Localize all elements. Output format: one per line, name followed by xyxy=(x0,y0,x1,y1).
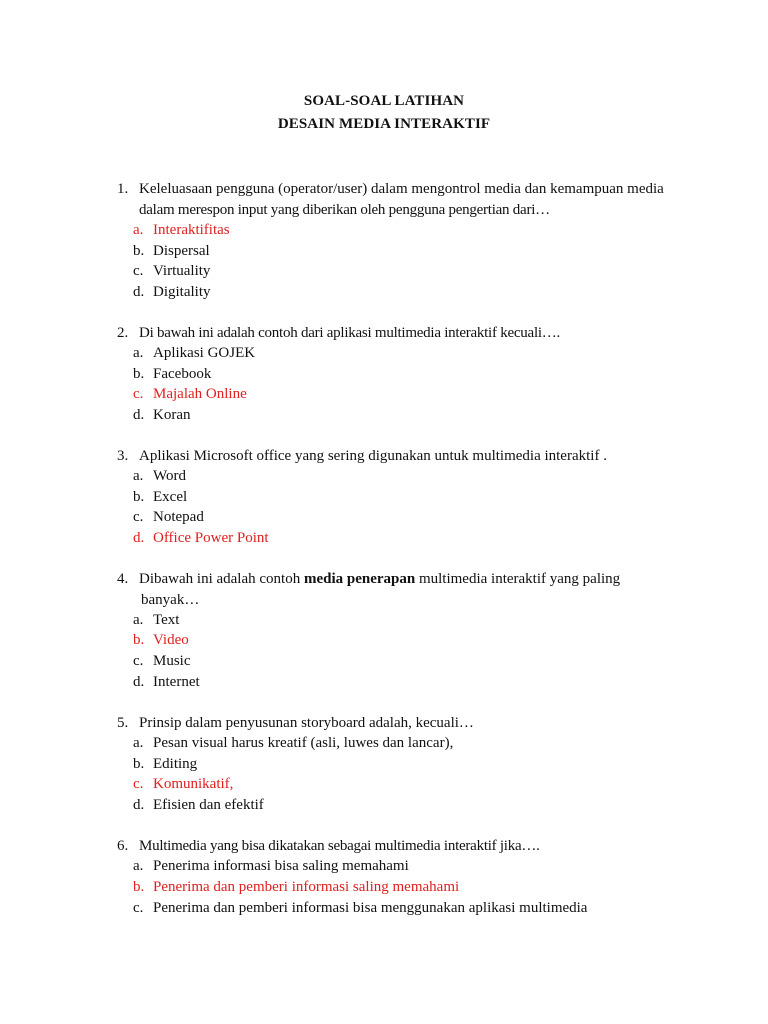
option-c: c. Komunikatif, xyxy=(133,776,234,792)
option-d: d. Internet xyxy=(133,674,200,690)
option-b: b. Dispersal xyxy=(133,243,210,259)
question-number: 2. xyxy=(117,325,129,341)
question-number: 1. xyxy=(117,181,129,197)
option-a: a. Penerima informasi bisa saling memahami xyxy=(133,858,409,874)
document-title-line2: DESAIN MEDIA INTERAKTIF xyxy=(277,116,491,132)
option-b: b. Editing xyxy=(133,756,198,772)
option-a: a. Aplikasi GOJEK xyxy=(133,345,256,361)
emphasis-text: media penerapan xyxy=(303,571,416,587)
question-text-line1: Dibawah ini adalah contoh media penerapan multimedia interaktif yang paling xyxy=(139,571,621,587)
question-number: 3. xyxy=(117,448,129,464)
option-c: c. Notepad xyxy=(133,509,204,525)
option-d: d. Digitality xyxy=(133,284,211,300)
document-title-line1: SOAL-SOAL LATIHAN xyxy=(303,93,465,109)
question-text-line2: banyak… xyxy=(141,592,200,608)
option-c: c. Penerima dan pemberi informasi bisa menggunakan aplikasi multimedia xyxy=(133,900,588,916)
option-b: b. Penerima dan pemberi informasi saling memahami xyxy=(133,879,460,895)
option-d: d. Office Power Point xyxy=(133,530,269,546)
question-number: 4. xyxy=(117,571,129,587)
option-a: a. Pesan visual harus kreatif (asli, luwes dan lancar), xyxy=(133,735,454,751)
option-d: d. Koran xyxy=(133,407,191,423)
option-c: c. Virtuality xyxy=(133,263,211,279)
question-text-line1: Multimedia yang bisa dikatakan sebagai multimedia interaktif jika…. xyxy=(139,838,540,854)
option-b: b. Facebook xyxy=(133,366,212,382)
option-b: b. Excel xyxy=(133,489,188,505)
option-a: a. Interaktifitas xyxy=(133,222,230,238)
option-b: b. Video xyxy=(133,632,189,648)
option-a: a. Text xyxy=(133,612,180,628)
question-number: 5. xyxy=(117,715,129,731)
option-c: c. Music xyxy=(133,653,191,669)
question-text-line1: Di bawah ini adalah contoh dari aplikasi multimedia interaktif kecuali…. xyxy=(139,325,561,341)
option-a: a. Word xyxy=(133,468,186,484)
option-c: c. Majalah Online xyxy=(133,386,247,402)
question-number: 6. xyxy=(117,838,129,854)
question-text-line2: dalam merespon input yang diberikan oleh pengguna pengertian dari… xyxy=(139,202,550,218)
question-text-line1: Aplikasi Microsoft office yang sering digunakan untuk multimedia interaktif . xyxy=(139,448,607,464)
option-d: d. Efisien dan efektif xyxy=(133,797,264,813)
question-text-line1: Prinsip dalam penyusunan storyboard adalah, kecuali… xyxy=(139,715,474,731)
question-text-line1: Keleluasaan pengguna (operator/user) dalam mengontrol media dan kemampuan media xyxy=(139,181,664,197)
